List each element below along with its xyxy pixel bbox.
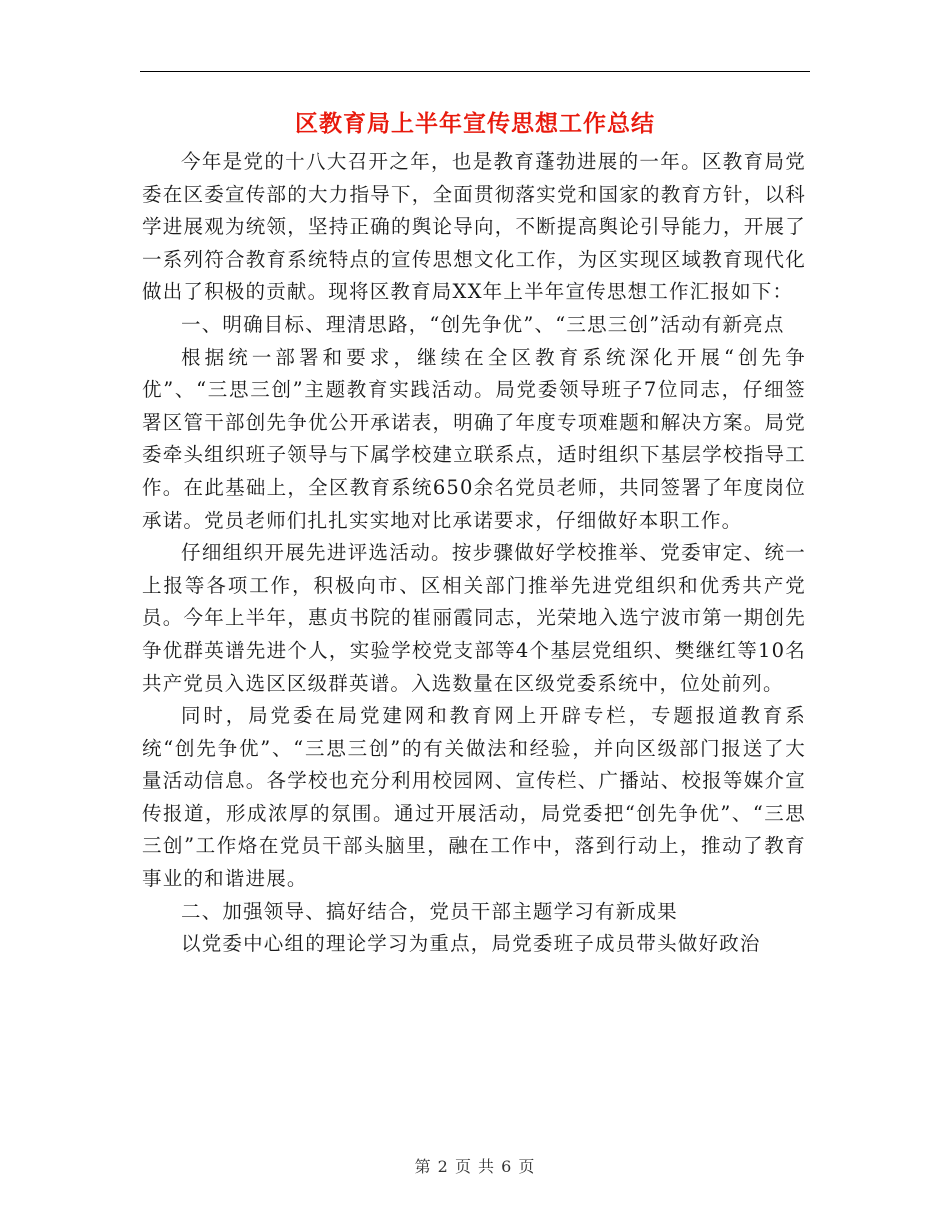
page-number: 第 2 页 共 6 页 <box>414 1157 536 1176</box>
paragraph-section2-a: 以党委中心组的理论学习为重点，局党委班子成员带头做好政治 <box>181 932 761 956</box>
document-body <box>142 146 806 961</box>
paragraph-section1-c: 同时，局党委在局党建网和教育网上开辟专栏，专题报道教育系统“创先争优”、“三思三创”的有关做法和经验，并向区级部门报送了大量活动信息。各学校也充分利用校园网、宣传栏、广播站、校报等媒介宣传报道，形成浓厚的氛围。通过开展活动，局党委把“创先争优”、“三思三创”工作烙在党员干部头脑里，融在工作中，落到行动上，推动了教育事业的和谐进展。 <box>142 704 806 891</box>
section-heading-2: 二、加强领导、搞好结合，党员干部主题学习有新成果 <box>181 899 678 923</box>
document-title: 区教育局上半年宣传思想工作总结 <box>295 110 655 137</box>
header-rule <box>140 71 810 72</box>
paragraph-section1-a: 根据统一部署和要求，继续在全区教育系统深化开展“创先争优”、“三思三创”主题教育实践活动。局党委领导班子7位同志，仔细签署区管干部创先争优公开承诺表，明确了年度专项难题和解决方案。局党委牵头组织班子领导与下属学校建立联系点，适时组织下基层学校指导工作。在此基础上，全区教育系统650余名党员老师，共同签署了年度岗位承诺。党员老师们扎扎实实地对比承诺要求，仔细做好本职工作。 <box>142 345 806 532</box>
paragraph-intro: 今年是党的十八大召开之年，也是教育蓬勃进展的一年。区教育局党委在区委宣传部的大力指导下，全面贯彻落实党和国家的教育方针，以科学进展观为统领，坚持正确的舆论导向，不断提高舆论引导能力，开展了一系列符合教育系统特点的宣传思想文化工作，为区实现区域教育现代化做出了积极的贡献。现将区教育局XX年上半年宣传思想工作汇报如下： <box>142 150 806 304</box>
section-heading-1: 一、明确目标、理清思路，“创先争优”、“三思三创”活动有新亮点 <box>181 312 785 336</box>
paragraph-section1-b: 仔细组织开展先进评选活动。按步骤做好学校推举、党委审定、统一上报等各项工作，积极向市、区相关部门推举先进党组织和优秀共产党员。今年上半年，惠贞书院的崔丽霞同志，光荣地入选宁波市第一期创先争优群英谱先进个人，实验学校党支部等4个基层党组织、樊继红等10名共产党员入选区区级群英谱。入选数量在区级党委系统中，位处前列。 <box>142 541 806 695</box>
